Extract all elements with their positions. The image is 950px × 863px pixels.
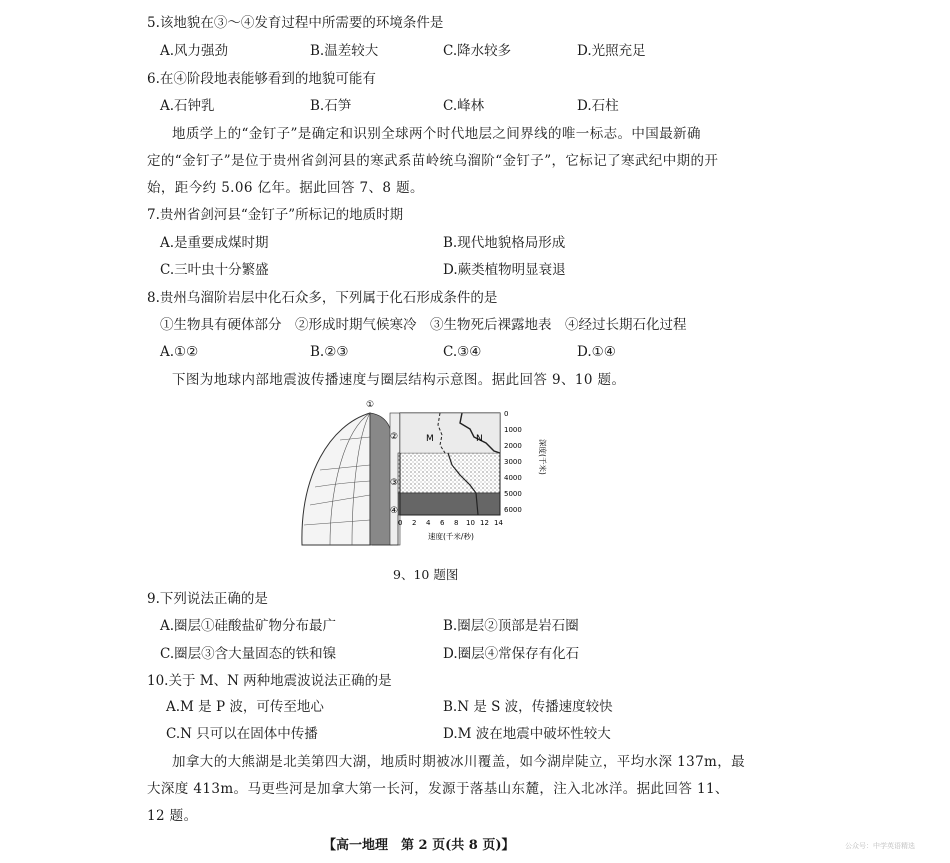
q10-option-c: C.N 只可以在固体中传播 bbox=[166, 726, 318, 742]
speed-tick: 12 bbox=[480, 519, 489, 527]
q8-option-d: D.①④ bbox=[577, 344, 616, 360]
layer-label-4: ④ bbox=[390, 506, 399, 516]
wave-label-m: M bbox=[426, 434, 434, 444]
q5-option-d: D.光照充足 bbox=[577, 43, 646, 59]
q8-option-c: C.③④ bbox=[443, 344, 482, 360]
depth-tick: 0 bbox=[504, 410, 509, 418]
q8-option-b: B.②③ bbox=[310, 344, 349, 360]
figure-caption: 9、10 题图 bbox=[393, 567, 459, 582]
q10-stem: 10.关于 M、N 两种地震波说法正确的是 bbox=[147, 673, 392, 689]
q9-option-b: B.圈层②顶部是岩石圈 bbox=[443, 618, 579, 634]
q7-option-d: D.蕨类植物明显衰退 bbox=[443, 262, 566, 278]
q8-option-a: A.①② bbox=[160, 344, 199, 360]
watermark: 公众号：中学英语精选 bbox=[845, 842, 915, 850]
q6-stem: 6.在④阶段地表能够看到的地貌可能有 bbox=[147, 71, 376, 87]
speed-tick: 2 bbox=[412, 519, 417, 527]
speed-axis-label: 速度(千米/秒) bbox=[428, 532, 474, 541]
depth-tick: 6000 bbox=[504, 506, 522, 514]
passage2-line-2: 大深度 413m。马更些河是加拿大第一长河，发源于落基山东麓，注入北冰洋。据此回答 11、 bbox=[147, 781, 729, 797]
q9-option-c: C.圈层③含大量固态的铁和镍 bbox=[160, 646, 337, 662]
q6-option-b: B.石笋 bbox=[310, 98, 352, 114]
q10-option-d: D.M 波在地震中破坏性较大 bbox=[443, 726, 611, 742]
wave-label-n: N bbox=[476, 434, 483, 444]
q5-option-c: C.降水较多 bbox=[443, 43, 512, 59]
q6-option-d: D.石柱 bbox=[577, 98, 619, 114]
intro-q9-q10: 下图为地球内部地震波传播速度与圈层结构示意图。据此回答 9、10 题。 bbox=[172, 372, 626, 388]
layer-label-3: ③ bbox=[390, 478, 399, 488]
q7-option-b: B.现代地貌格局形成 bbox=[443, 235, 566, 251]
passage1-line-3: 始，距今约 5.06 亿年。据此回答 7、8 题。 bbox=[147, 180, 424, 196]
inner-core-area bbox=[398, 493, 500, 515]
depth-tick: 4000 bbox=[504, 474, 522, 482]
q9-option-d: D.圈层④常保存有化石 bbox=[443, 646, 580, 662]
q5-option-b: B.温差较大 bbox=[310, 43, 379, 59]
q10-option-b: B.N 是 S 波，传播速度较快 bbox=[443, 699, 613, 715]
layer-label-2: ② bbox=[390, 432, 399, 442]
speed-tick: 14 bbox=[494, 519, 503, 527]
depth-tick: 5000 bbox=[504, 490, 522, 498]
depth-tick: 1000 bbox=[504, 426, 522, 434]
earth-structure-figure bbox=[290, 395, 550, 555]
speed-tick: 8 bbox=[454, 519, 459, 527]
depth-tick: 3000 bbox=[504, 458, 522, 466]
q8-conditions: ①生物具有硬体部分 ②形成时期气候寒冷 ③生物死后裸露地表 ④经过长期石化过程 bbox=[160, 317, 687, 333]
depth-axis-label: 深度(千米) bbox=[538, 439, 547, 475]
q8-stem: 8.贵州乌溜阶岩层中化石众多，下列属于化石形成条件的是 bbox=[147, 290, 498, 306]
passage2-line-1: 加拿大的大熊湖是北美第四大湖，地质时期被冰川覆盖，如今湖岸陡立，平均水深 137m，最 bbox=[172, 754, 746, 770]
q7-option-a: A.是重要成煤时期 bbox=[160, 235, 269, 251]
q9-option-a: A.圈层①硅酸盐矿物分布最广 bbox=[160, 618, 337, 634]
q9-stem: 9.下列说法正确的是 bbox=[147, 591, 268, 607]
depth-tick: 2000 bbox=[504, 442, 522, 450]
passage2-line-3: 12 题。 bbox=[147, 808, 198, 824]
q10-option-a: A.M 是 P 波，可传至地心 bbox=[166, 699, 324, 715]
q6-option-a: A.石钟乳 bbox=[160, 98, 215, 114]
speed-tick: 4 bbox=[426, 519, 431, 527]
speed-tick: 6 bbox=[440, 519, 445, 527]
page-footer: 【高一地理 第 2 页(共 8 页)】 bbox=[323, 838, 515, 853]
q7-stem: 7.贵州省剑河县“金钉子”所标记的地质时期 bbox=[147, 207, 404, 223]
q7-option-c: C.三叶虫十分繁盛 bbox=[160, 262, 269, 278]
passage1-line-2: 定的“金钉子”是位于贵州省剑河县的寒武系苗岭统乌溜阶“金钉子”，它标记了寒武纪中期的开 bbox=[147, 153, 719, 169]
speed-tick: 0 bbox=[398, 519, 403, 527]
speed-tick: 10 bbox=[466, 519, 475, 527]
outer-core-area bbox=[398, 453, 500, 493]
q5-option-a: A.风力强劲 bbox=[160, 43, 229, 59]
mantle-wedge bbox=[370, 413, 392, 545]
globe-surface bbox=[302, 413, 370, 545]
layer-label-1: ① bbox=[366, 400, 375, 410]
passage1-line-1: 地质学上的“金钉子”是确定和识别全球两个时代地层之间界线的唯一标志。中国最新确 bbox=[172, 126, 701, 142]
q6-option-c: C.峰林 bbox=[443, 98, 485, 114]
q5-stem: 5.该地貌在③～④发育过程中所需要的环境条件是 bbox=[147, 15, 444, 31]
